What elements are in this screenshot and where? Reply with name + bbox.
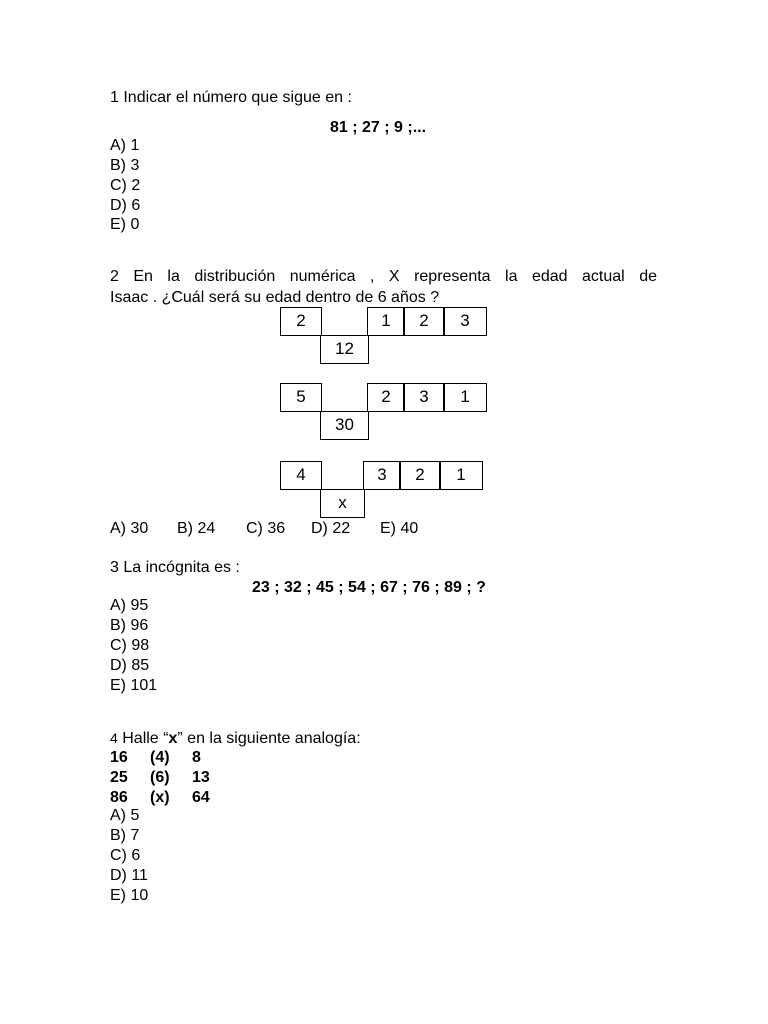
q3-sequence: 23 ; 32 ; 45 ; 54 ; 67 ; 76 ; 89 ; ? (252, 579, 486, 596)
q3-option-e: E) 101 (110, 677, 158, 694)
q4-row-2-left: 25 (110, 769, 128, 786)
q2-option-a: A) 30 (110, 520, 149, 537)
q2-option-c: C) 36 (246, 520, 286, 537)
q1-sequence: 81 ; 27 ; 9 ;... (330, 119, 427, 136)
grid-cell-d: 1 (443, 383, 487, 412)
q4-prompt (110, 728, 361, 749)
q1-option-d: D) 6 (110, 197, 141, 214)
q4-row-2-mid: (6) (150, 769, 170, 786)
grid-cell-c: 3 (403, 383, 445, 412)
q2-grid-2 (280, 383, 490, 443)
q4-option-d: D) 11 (110, 867, 148, 884)
q3-option-c: C) 98 (110, 637, 150, 654)
grid-cell-b: 3 (363, 461, 401, 490)
grid-cell-d: 1 (439, 461, 483, 490)
q1-option-c: C) 2 (110, 177, 141, 194)
grid-cell-result: x (320, 489, 365, 518)
q4-number: 4 (110, 730, 118, 746)
q4-row-2-right: 13 (192, 769, 210, 786)
q3-option-b: B) 96 (110, 617, 149, 634)
q4-row-1-mid: (4) (150, 749, 170, 766)
grid-cell-a: 5 (280, 383, 322, 412)
q3-option-a: A) 95 (110, 597, 149, 614)
q3-option-d: D) 85 (110, 657, 150, 674)
grid-cell-c: 2 (399, 461, 441, 490)
q4-prompt-var: x (168, 730, 178, 747)
q2-prompt-line1: 2 En la distribución numérica , X representa la edad actual de (110, 268, 657, 285)
grid-cell-result: 30 (320, 411, 369, 440)
q4-option-c: C) 6 (110, 847, 141, 864)
q2-option-b: B) 24 (177, 520, 216, 537)
grid-cell-b: 2 (367, 383, 405, 412)
grid-cell-d: 3 (443, 307, 487, 336)
q4-row-3-right: 64 (192, 789, 210, 806)
q4-row-3-mid: (x) (150, 789, 170, 806)
grid-cell-c: 2 (403, 307, 445, 336)
q4-row-1-right: 8 (192, 749, 201, 766)
grid-cell-a: 2 (280, 307, 322, 336)
q3-prompt: 3 La incógnita es : (110, 559, 240, 576)
q1-option-a: A) 1 (110, 137, 140, 154)
grid-cell-result: 12 (320, 335, 369, 364)
q4-row-1-left: 16 (110, 749, 128, 766)
q2-grid-3 (280, 461, 490, 521)
q1-option-e: E) 0 (110, 216, 140, 233)
q4-prompt-pre: Halle “ (117, 730, 169, 747)
grid-cell-a: 4 (280, 461, 322, 490)
q2-grid-1 (280, 307, 490, 367)
q4-row-3-left: 86 (110, 789, 128, 806)
grid-cell-b: 1 (367, 307, 405, 336)
q4-prompt-post: ” en la siguiente analogía: (177, 730, 361, 747)
q1-prompt: 1 Indicar el número que sigue en : (110, 89, 352, 106)
q2-prompt-line2: Isaac . ¿Cuál será su edad dentro de 6 años ? (110, 289, 440, 306)
q2-option-e: E) 40 (380, 520, 419, 537)
q1-option-b: B) 3 (110, 157, 140, 174)
q2-option-d: D) 22 (311, 520, 351, 537)
q4-option-b: B) 7 (110, 827, 140, 844)
q4-option-a: A) 5 (110, 807, 140, 824)
q4-option-e: E) 10 (110, 887, 149, 904)
